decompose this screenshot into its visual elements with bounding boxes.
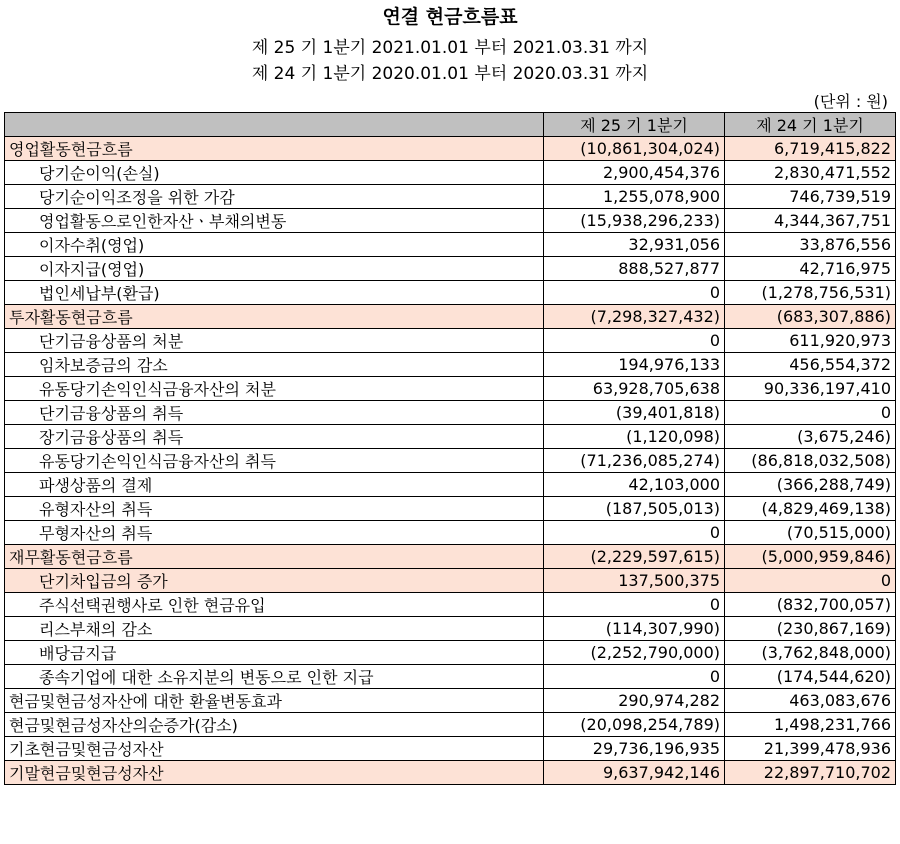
row-prior: 611,920,973 [725, 329, 896, 353]
row-prior: 0 [725, 401, 896, 425]
table-row [5, 305, 896, 329]
row-prior: (5,000,959,846) [725, 545, 896, 569]
table-row [5, 161, 896, 185]
row-prior: 463,083,676 [725, 689, 896, 713]
row-prior: 22,897,710,702 [725, 761, 896, 785]
row-prior: 2,830,471,552 [725, 161, 896, 185]
table-row [5, 353, 896, 377]
row-label: 단기금융상품의 취득 [5, 401, 544, 425]
row-current: (7,298,327,432) [544, 305, 725, 329]
row-label: 현금및현금성자산에 대한 환율변동효과 [5, 689, 544, 713]
row-prior: 33,876,556 [725, 233, 896, 257]
row-current: 0 [544, 329, 725, 353]
row-label: 파생상품의 결제 [5, 473, 544, 497]
table-row [5, 257, 896, 281]
row-prior: (230,867,169) [725, 617, 896, 641]
row-label: 유형자산의 취득 [5, 497, 544, 521]
header-row [5, 113, 896, 137]
row-prior: 456,554,372 [725, 353, 896, 377]
table-row [5, 569, 896, 593]
row-label: 단기금융상품의 처분 [5, 329, 544, 353]
row-current: 290,974,282 [544, 689, 725, 713]
table-row [5, 593, 896, 617]
table-row [5, 497, 896, 521]
row-prior: (832,700,057) [725, 593, 896, 617]
row-label: 리스부채의 감소 [5, 617, 544, 641]
table-row [5, 425, 896, 449]
table-row [5, 209, 896, 233]
row-prior: 21,399,478,936 [725, 737, 896, 761]
table-row [5, 233, 896, 257]
row-prior: (366,288,749) [725, 473, 896, 497]
row-current: 194,976,133 [544, 353, 725, 377]
row-current: (187,505,013) [544, 497, 725, 521]
row-current: 63,928,705,638 [544, 377, 725, 401]
row-label: 당기순이익조정을 위한 가감 [5, 185, 544, 209]
row-current: 0 [544, 281, 725, 305]
row-current: (1,120,098) [544, 425, 725, 449]
statement-title: 연결 현금흐름표 [382, 6, 518, 28]
row-prior: 90,336,197,410 [725, 377, 896, 401]
table-row [5, 329, 896, 353]
row-prior: (1,278,756,531) [725, 281, 896, 305]
table-row [5, 617, 896, 641]
row-current: 32,931,056 [544, 233, 725, 257]
unit-label: (단위 : 원) [813, 92, 888, 111]
row-current: (71,236,085,274) [544, 449, 725, 473]
table-row [5, 137, 896, 161]
row-label: 이자수취(영업) [5, 233, 544, 257]
row-prior: (4,829,469,138) [725, 497, 896, 521]
row-current: (2,229,597,615) [544, 545, 725, 569]
header-prior: 제 24 기 1분기 [725, 113, 896, 137]
row-current: (39,401,818) [544, 401, 725, 425]
row-prior: 746,739,519 [725, 185, 896, 209]
row-prior: 42,716,975 [725, 257, 896, 281]
row-label: 이자지급(영업) [5, 257, 544, 281]
table-row [5, 281, 896, 305]
table-row [5, 761, 896, 785]
row-prior: 1,498,231,766 [725, 713, 896, 737]
table-row [5, 737, 896, 761]
row-label: 현금및현금성자산의순증가(감소) [5, 713, 544, 737]
table-row [5, 689, 896, 713]
row-current: 29,736,196,935 [544, 737, 725, 761]
row-current: (114,307,990) [544, 617, 725, 641]
row-prior: (3,762,848,000) [725, 641, 896, 665]
row-current: 0 [544, 521, 725, 545]
row-current: 0 [544, 665, 725, 689]
header-current: 제 25 기 1분기 [544, 113, 725, 137]
row-label: 단기차입금의 증가 [5, 569, 544, 593]
row-label: 배당금지급 [5, 641, 544, 665]
row-prior: (683,307,886) [725, 305, 896, 329]
row-current: (20,098,254,789) [544, 713, 725, 737]
row-label: 투자활동현금흐름 [5, 305, 544, 329]
row-current: 2,900,454,376 [544, 161, 725, 185]
table-row [5, 713, 896, 737]
header-label [5, 113, 544, 137]
row-label: 장기금융상품의 취득 [5, 425, 544, 449]
row-prior: 6,719,415,822 [725, 137, 896, 161]
row-current: (15,938,296,233) [544, 209, 725, 233]
row-label: 기말현금및현금성자산 [5, 761, 544, 785]
row-current: 0 [544, 593, 725, 617]
table-row [5, 185, 896, 209]
row-label: 법인세납부(환급) [5, 281, 544, 305]
row-prior: (86,818,032,508) [725, 449, 896, 473]
row-prior: (174,544,620) [725, 665, 896, 689]
row-prior: (70,515,000) [725, 521, 896, 545]
row-label: 당기순이익(손실) [5, 161, 544, 185]
row-prior: 4,344,367,751 [725, 209, 896, 233]
table-row [5, 545, 896, 569]
row-current: 137,500,375 [544, 569, 725, 593]
row-current: (10,861,304,024) [544, 137, 725, 161]
row-label: 종속기업에 대한 소유지분의 변동으로 인한 지급 [5, 665, 544, 689]
row-prior: (3,675,246) [725, 425, 896, 449]
cash-flow-table [4, 112, 896, 785]
table-row [5, 377, 896, 401]
row-label: 영업활동현금흐름 [5, 137, 544, 161]
table-row [5, 401, 896, 425]
row-current: 9,637,942,146 [544, 761, 725, 785]
row-label: 영업활동으로인한자산ㆍ부채의변동 [5, 209, 544, 233]
row-prior: 0 [725, 569, 896, 593]
period-current: 제 25 기 1분기 2021.01.01 부터 2021.03.31 까지 [251, 38, 649, 58]
row-label: 재무활동현금흐름 [5, 545, 544, 569]
row-current: 888,527,877 [544, 257, 725, 281]
period-prior: 제 24 기 1분기 2020.01.01 부터 2020.03.31 까지 [251, 64, 649, 84]
row-label: 유동당기손익인식금융자산의 처분 [5, 377, 544, 401]
table-row [5, 473, 896, 497]
table-row [5, 521, 896, 545]
table-row [5, 665, 896, 689]
table-row [5, 449, 896, 473]
row-label: 기초현금및현금성자산 [5, 737, 544, 761]
row-label: 임차보증금의 감소 [5, 353, 544, 377]
row-label: 무형자산의 취득 [5, 521, 544, 545]
table-row [5, 641, 896, 665]
row-current: 42,103,000 [544, 473, 725, 497]
row-label: 유동당기손익인식금융자산의 취득 [5, 449, 544, 473]
row-current: (2,252,790,000) [544, 641, 725, 665]
row-current: 1,255,078,900 [544, 185, 725, 209]
row-label: 주식선택권행사로 인한 현금유입 [5, 593, 544, 617]
